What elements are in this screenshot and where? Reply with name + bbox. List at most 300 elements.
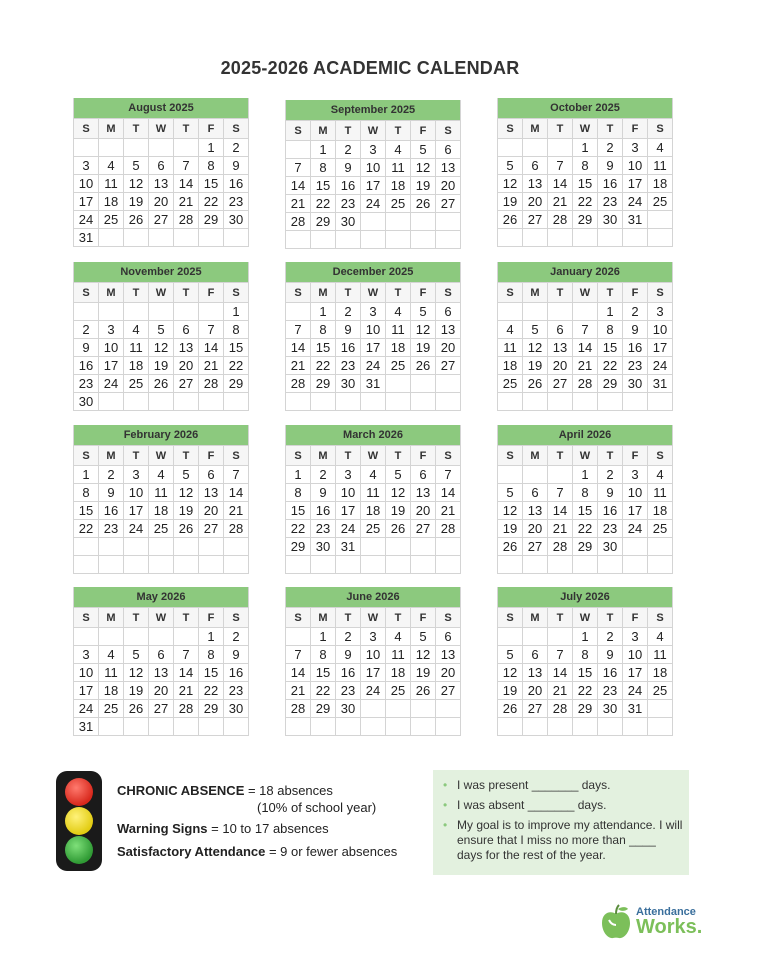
month-march-2026 [285,425,461,574]
day-cell: 30 [224,211,249,229]
day-cell: 16 [99,502,124,520]
day-cell: 18 [386,339,411,357]
day-cell [99,393,124,411]
week-row [286,520,461,538]
weekday-header: F [411,121,436,141]
day-cell [174,393,199,411]
day-cell: 26 [386,520,411,538]
day-cell: 23 [224,193,249,211]
weekday-header: W [573,446,598,466]
weekday-header: S [436,608,461,628]
day-cell: 3 [623,139,648,157]
day-cell [74,139,99,157]
day-cell: 16 [311,502,336,520]
day-cell: 12 [174,484,199,502]
day-cell: 4 [124,321,149,339]
day-cell: 30 [598,211,623,229]
day-cell: 22 [573,193,598,211]
day-cell [598,393,623,411]
week-row [286,339,461,357]
day-cell: 11 [386,646,411,664]
weekday-header: T [386,608,411,628]
day-cell: 11 [498,339,523,357]
weekday-header: F [411,283,436,303]
day-cell: 24 [336,520,361,538]
day-cell: 18 [99,193,124,211]
day-cell: 15 [311,177,336,195]
day-cell [623,718,648,736]
weekday-header: T [386,446,411,466]
weekday-header: M [99,119,124,139]
day-cell [149,139,174,157]
day-cell: 5 [411,141,436,159]
day-cell [99,538,124,556]
day-cell: 14 [548,502,573,520]
day-cell: 2 [598,466,623,484]
day-cell: 2 [598,628,623,646]
day-cell [286,718,311,736]
day-cell: 26 [523,375,548,393]
day-cell: 19 [523,357,548,375]
week-row [74,229,249,247]
day-cell: 7 [286,159,311,177]
day-cell: 14 [174,664,199,682]
day-cell: 18 [386,664,411,682]
day-cell [411,556,436,574]
weekday-header: T [598,608,623,628]
day-cell: 20 [149,193,174,211]
day-cell [648,393,673,411]
day-cell [361,538,386,556]
month-title: August 2025 [73,98,249,118]
weekday-header: T [336,283,361,303]
day-cell: 8 [311,646,336,664]
weekday-header: T [598,119,623,139]
day-cell: 20 [523,193,548,211]
day-cell: 14 [548,664,573,682]
day-cell: 26 [498,538,523,556]
day-cell: 27 [523,700,548,718]
day-cell: 25 [361,520,386,538]
day-cell [598,229,623,247]
week-row [498,157,673,175]
week-row [286,321,461,339]
day-cell [74,628,99,646]
day-cell: 31 [623,211,648,229]
day-cell [286,231,311,249]
chronic-absence-label: CHRONIC ABSENCE [117,783,245,798]
day-cell: 29 [573,700,598,718]
week-row [286,664,461,682]
day-cell: 17 [99,357,124,375]
day-cell: 11 [124,339,149,357]
day-cell [174,538,199,556]
weekday-header: S [648,608,673,628]
week-row [498,664,673,682]
day-cell [336,231,361,249]
day-cell: 28 [174,211,199,229]
day-cell: 18 [361,502,386,520]
day-cell: 9 [99,484,124,502]
day-cell [623,538,648,556]
week-row [286,213,461,231]
day-cell [286,628,311,646]
day-cell: 17 [623,175,648,193]
day-cell: 27 [548,375,573,393]
month-title: November 2025 [73,262,249,282]
month-title: May 2026 [73,587,249,607]
day-cell: 11 [361,484,386,502]
day-cell: 19 [411,664,436,682]
week-row [498,357,673,375]
month-april-2026 [497,425,673,574]
day-cell: 1 [311,628,336,646]
day-cell: 11 [386,321,411,339]
traffic-light-icon [56,771,102,871]
day-cell: 29 [199,700,224,718]
day-cell: 9 [336,321,361,339]
week-row [498,321,673,339]
day-cell: 25 [386,357,411,375]
weekday-header: W [149,283,174,303]
week-row [74,139,249,157]
day-cell [648,556,673,574]
day-cell: 5 [149,321,174,339]
day-cell [361,231,386,249]
weekday-header: F [199,119,224,139]
weekday-header: T [124,119,149,139]
day-cell [361,718,386,736]
week-row [286,628,461,646]
day-cell [149,718,174,736]
day-cell: 17 [361,177,386,195]
day-cell: 14 [286,177,311,195]
day-cell [523,229,548,247]
day-cell: 30 [224,700,249,718]
day-cell: 7 [573,321,598,339]
day-cell: 17 [74,682,99,700]
day-cell: 24 [124,520,149,538]
weekday-header: F [411,446,436,466]
weekday-header: T [548,446,573,466]
weekday-header: S [436,121,461,141]
day-cell [498,139,523,157]
day-cell: 10 [74,175,99,193]
week-row [286,159,461,177]
weekday-header-row [498,119,673,139]
chronic-absence-value: = 18 absences [244,783,333,798]
day-cell: 15 [598,339,623,357]
chronic-absence-note: (10% of school year) [257,800,377,815]
day-cell: 1 [311,303,336,321]
day-cell: 8 [598,321,623,339]
week-row [286,484,461,502]
day-cell [436,375,461,393]
day-cell [311,393,336,411]
day-cell: 15 [573,664,598,682]
day-cell [411,375,436,393]
day-cell: 23 [74,375,99,393]
day-cell [573,229,598,247]
day-cell [523,556,548,574]
day-cell: 6 [523,484,548,502]
day-cell: 22 [74,520,99,538]
weekday-header: S [224,608,249,628]
day-cell: 20 [436,339,461,357]
day-cell [149,538,174,556]
day-cell [623,229,648,247]
day-cell: 5 [498,484,523,502]
day-cell [174,303,199,321]
day-cell: 6 [174,321,199,339]
day-cell: 4 [149,466,174,484]
day-cell: 9 [336,646,361,664]
day-cell [286,393,311,411]
day-cell [523,303,548,321]
month-october-2025 [497,98,673,247]
weekday-header: T [124,283,149,303]
day-cell: 16 [336,177,361,195]
weekday-header: S [648,119,673,139]
yellow-light-icon [65,807,93,835]
day-cell: 12 [498,175,523,193]
day-cell [99,303,124,321]
day-cell [286,141,311,159]
day-cell [174,139,199,157]
day-cell: 16 [336,339,361,357]
day-cell: 9 [598,157,623,175]
day-cell: 4 [99,157,124,175]
week-row [498,139,673,157]
day-cell [124,556,149,574]
day-cell [199,229,224,247]
week-row [74,484,249,502]
day-cell: 1 [573,139,598,157]
day-cell: 28 [286,700,311,718]
day-cell [623,393,648,411]
day-cell [436,718,461,736]
day-cell: 11 [386,159,411,177]
week-row [286,393,461,411]
day-cell: 24 [623,682,648,700]
weekday-header: T [336,121,361,141]
day-cell [573,556,598,574]
day-cell: 23 [311,520,336,538]
month-may-2026 [73,587,249,736]
day-cell [648,700,673,718]
month-grid [285,445,461,574]
month-grid [73,445,249,574]
day-cell: 4 [386,141,411,159]
weekday-header-row [74,283,249,303]
week-row [286,556,461,574]
day-cell [199,556,224,574]
week-row [498,718,673,736]
day-cell: 20 [523,520,548,538]
day-cell: 10 [336,484,361,502]
day-cell: 8 [74,484,99,502]
day-cell: 9 [74,339,99,357]
day-cell: 21 [174,682,199,700]
day-cell: 27 [411,520,436,538]
day-cell: 9 [311,484,336,502]
day-cell: 5 [523,321,548,339]
day-cell: 23 [623,357,648,375]
day-cell: 31 [74,229,99,247]
day-cell: 23 [336,357,361,375]
day-cell: 30 [336,700,361,718]
day-cell: 16 [74,357,99,375]
weekday-header: T [548,608,573,628]
weekday-header: S [436,446,461,466]
day-cell: 24 [623,520,648,538]
day-cell: 26 [149,375,174,393]
day-cell: 23 [99,520,124,538]
day-cell: 6 [523,157,548,175]
day-cell: 2 [336,628,361,646]
day-cell: 10 [361,159,386,177]
weekday-header-row [74,119,249,139]
day-cell: 14 [199,339,224,357]
day-cell [523,628,548,646]
week-row [74,682,249,700]
weekday-header: S [286,446,311,466]
weekday-header: T [598,446,623,466]
month-grid [73,118,249,247]
month-title: July 2026 [497,587,673,607]
weekday-header: M [311,283,336,303]
month-grid [73,282,249,411]
day-cell: 11 [648,157,673,175]
week-row [286,718,461,736]
day-cell [436,213,461,231]
day-cell: 12 [411,321,436,339]
day-cell: 2 [598,139,623,157]
goal-absent-text: I was absent _______ days. [457,798,607,812]
weekday-header: F [623,608,648,628]
day-cell: 11 [648,646,673,664]
day-cell: 14 [573,339,598,357]
day-cell: 4 [648,139,673,157]
day-cell: 1 [311,141,336,159]
day-cell: 24 [361,682,386,700]
day-cell: 29 [598,375,623,393]
day-cell: 4 [648,628,673,646]
day-cell: 25 [498,375,523,393]
day-cell: 24 [74,211,99,229]
day-cell: 10 [74,664,99,682]
day-cell: 28 [286,375,311,393]
month-november-2025 [73,262,249,411]
day-cell: 5 [411,303,436,321]
day-cell: 28 [199,375,224,393]
day-cell [361,213,386,231]
day-cell [386,213,411,231]
week-row [286,700,461,718]
month-title: February 2026 [73,425,249,445]
day-cell: 25 [386,682,411,700]
week-row [74,466,249,484]
day-cell: 12 [523,339,548,357]
day-cell [149,229,174,247]
day-cell: 15 [224,339,249,357]
weekday-header-row [286,121,461,141]
week-row [498,339,673,357]
week-row [286,682,461,700]
day-cell: 18 [386,177,411,195]
day-cell: 8 [573,157,598,175]
day-cell: 19 [411,177,436,195]
day-cell: 19 [498,682,523,700]
day-cell [336,393,361,411]
day-cell: 18 [498,357,523,375]
week-row [498,520,673,538]
day-cell: 21 [286,195,311,213]
day-cell [573,718,598,736]
day-cell: 12 [149,339,174,357]
day-cell: 18 [648,175,673,193]
day-cell: 5 [124,646,149,664]
day-cell [498,303,523,321]
weekday-header: S [286,121,311,141]
day-cell: 2 [224,139,249,157]
day-cell: 30 [336,375,361,393]
weekday-header: F [199,446,224,466]
day-cell: 7 [286,321,311,339]
day-cell [523,393,548,411]
day-cell: 1 [598,303,623,321]
green-light-icon [65,836,93,864]
day-cell [548,556,573,574]
month-july-2026 [497,587,673,736]
day-cell: 17 [336,502,361,520]
day-cell: 7 [199,321,224,339]
month-title: October 2025 [497,98,673,118]
day-cell [411,538,436,556]
day-cell: 27 [436,195,461,213]
week-row [286,303,461,321]
day-cell: 19 [149,357,174,375]
day-cell [523,718,548,736]
day-cell: 29 [286,538,311,556]
day-cell [548,139,573,157]
day-cell: 4 [648,466,673,484]
month-grid [285,282,461,411]
day-cell: 9 [336,159,361,177]
day-cell: 19 [498,193,523,211]
day-cell: 26 [174,520,199,538]
day-cell: 2 [623,303,648,321]
weekday-header: S [286,608,311,628]
day-cell: 3 [74,646,99,664]
day-cell [311,231,336,249]
day-cell: 17 [361,664,386,682]
day-cell: 22 [311,357,336,375]
day-cell: 13 [149,175,174,193]
day-cell: 6 [411,466,436,484]
day-cell: 27 [523,211,548,229]
day-cell: 16 [336,664,361,682]
day-cell: 17 [74,193,99,211]
month-title: March 2026 [285,425,461,445]
week-row [498,229,673,247]
day-cell: 21 [286,357,311,375]
day-cell [286,303,311,321]
day-cell: 25 [99,700,124,718]
day-cell: 15 [573,175,598,193]
day-cell: 18 [648,664,673,682]
day-cell [498,466,523,484]
